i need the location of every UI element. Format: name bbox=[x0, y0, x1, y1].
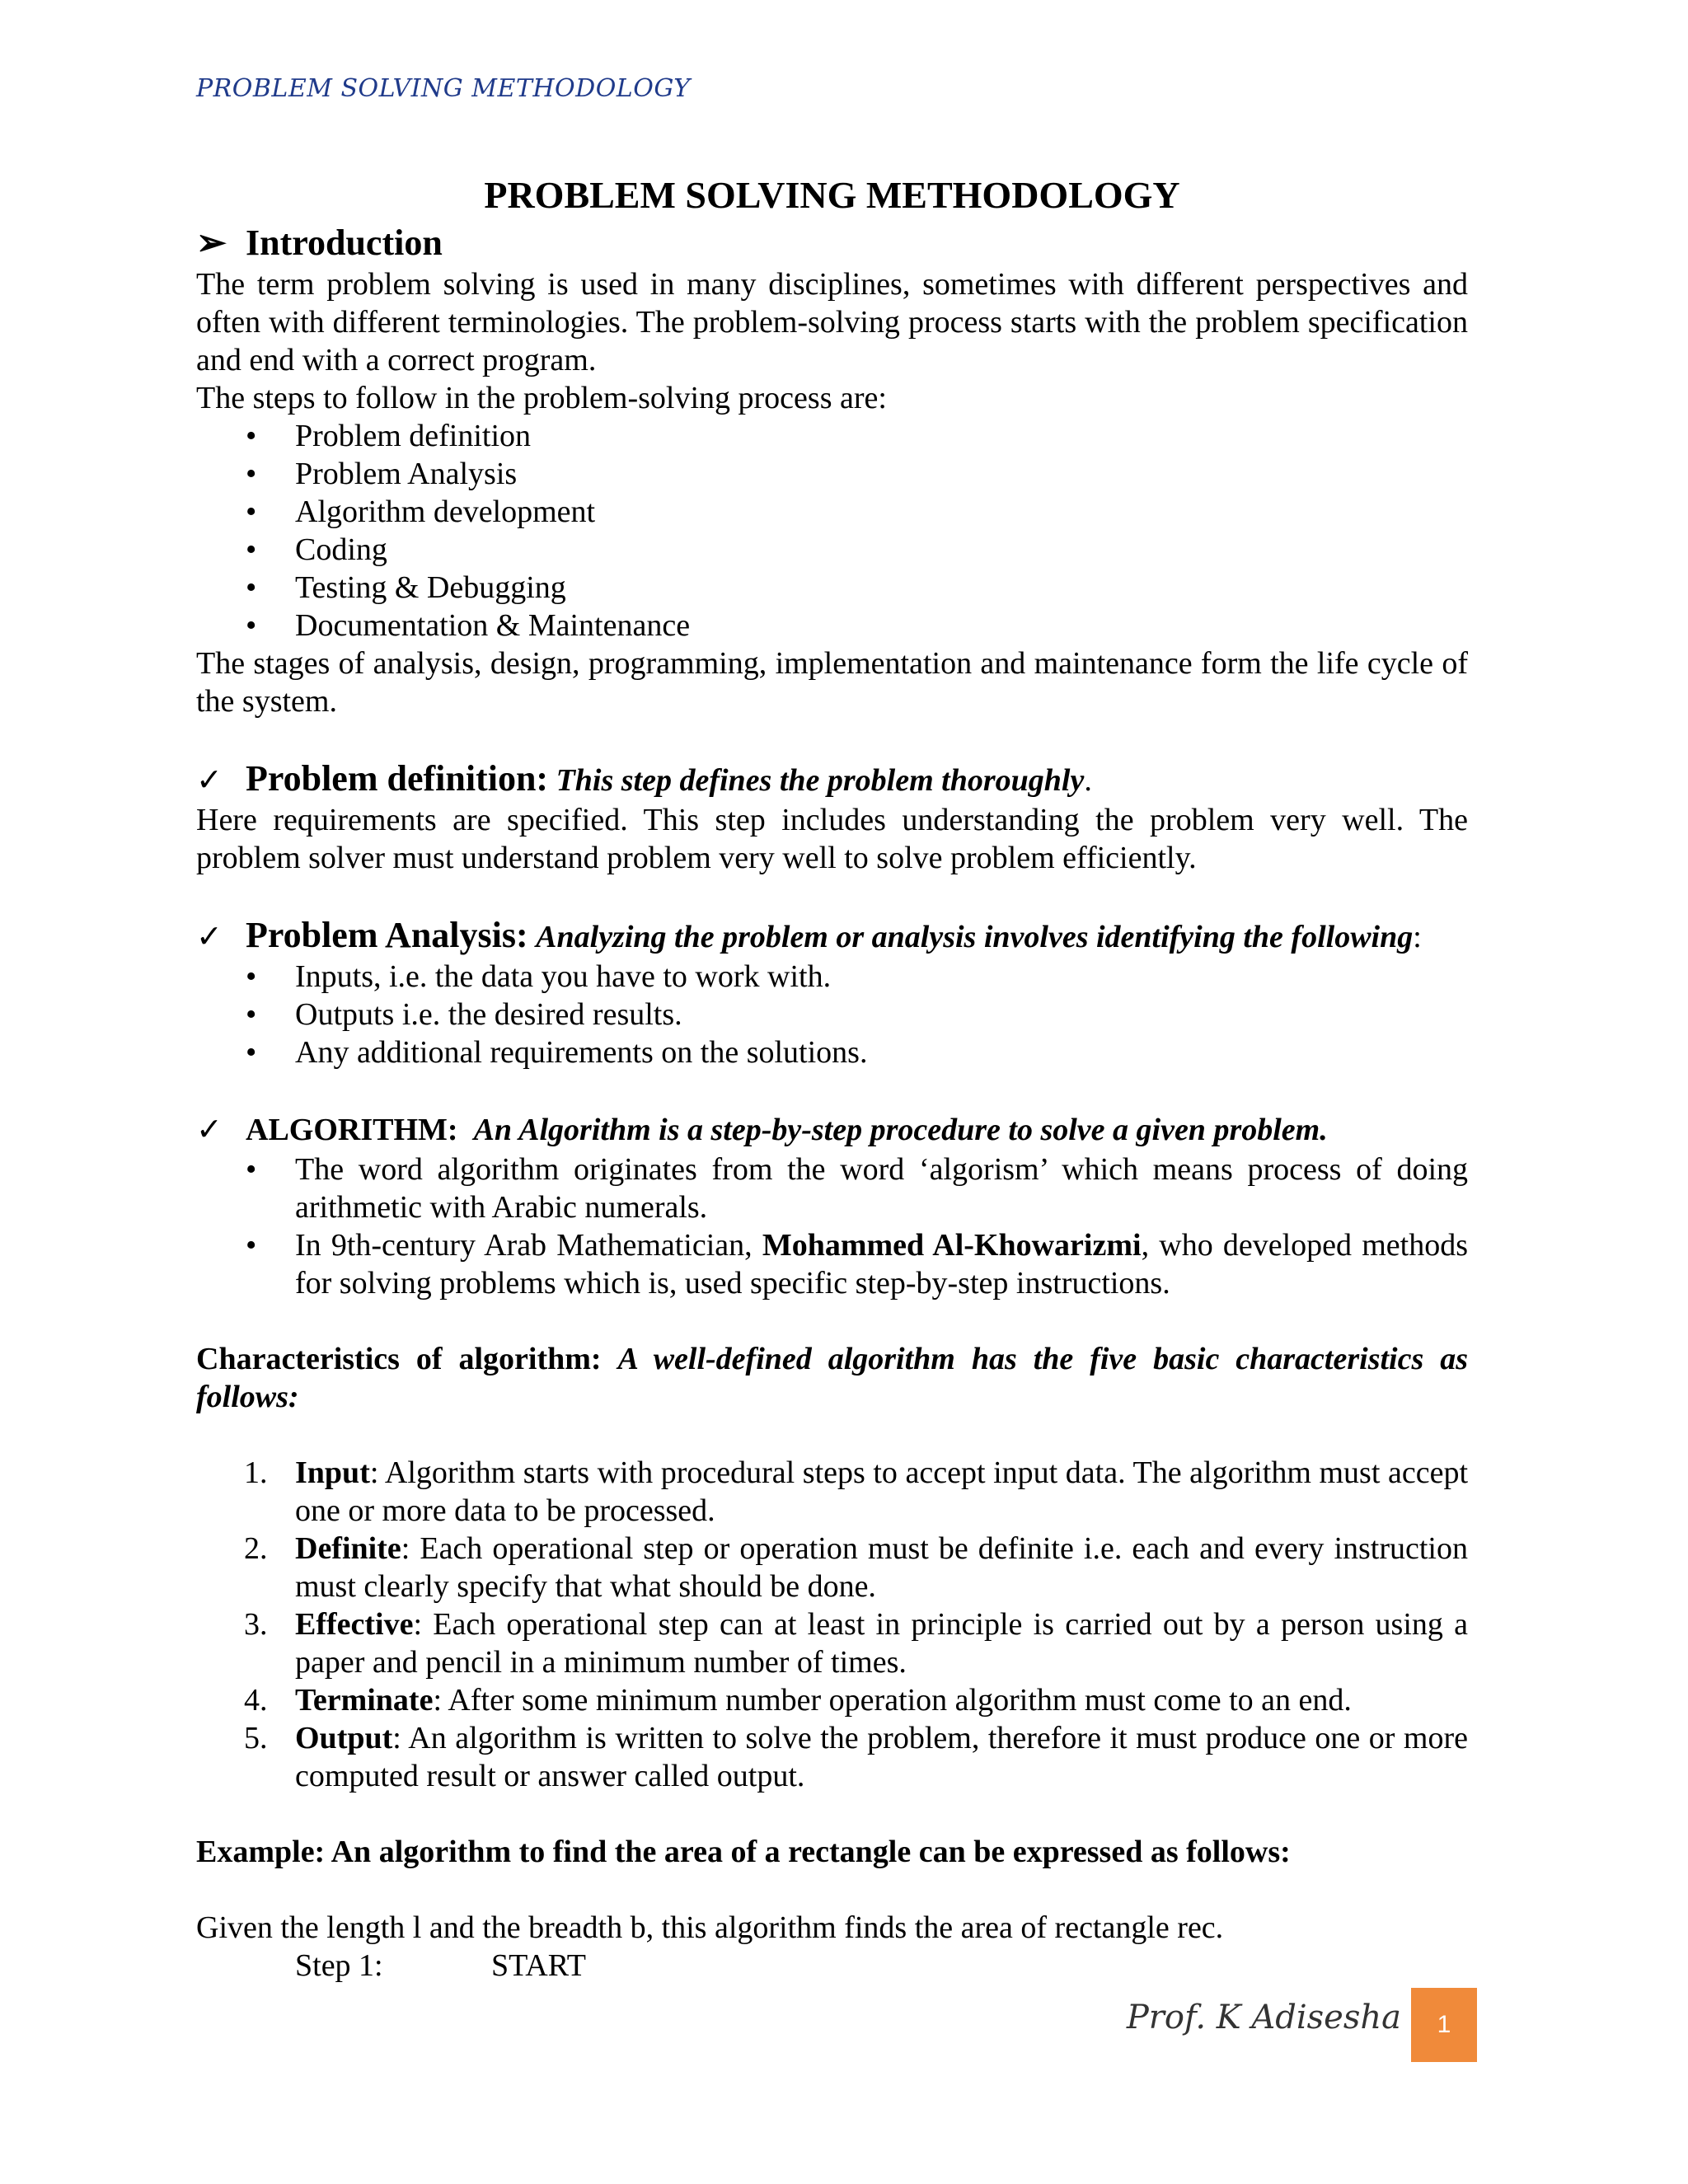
list-item: 1. Input: Algorithm starts with procedural steps to accept input data. The algorithm must accept one or more data to be processed. bbox=[244, 1455, 1468, 1528]
list-item: 3. Effective: Each operational step can at least in principle is carried out by a person using a paper and pencil in a minimum number of times. bbox=[244, 1607, 1468, 1680]
page-title: PROBLEM SOLVING METHODOLOGY bbox=[484, 174, 1180, 216]
list-item: • The word algorithm originates from the word ‘algorism’ which means process of doing arithmetic with Arabic numerals. bbox=[246, 1152, 1468, 1225]
list-item: • In 9th-century Arab Mathematician, Mohammed Al-Khowarizmi, who developed methods for solving problems which is, used specific step-by-step instructions. bbox=[246, 1228, 1468, 1301]
problem-analysis-heading: ✓ Problem Analysis: Analyzing the problem or analysis involves identifying the following: bbox=[196, 915, 1468, 958]
list-item: • Any additional requirements on the solutions. bbox=[246, 1035, 868, 1070]
intro-paragraph-1: The term problem solving is used in many disciplines, sometimes with different perspectives and often with different terminologies. The problem-solving process starts with the problem specification and end with a correct program. bbox=[196, 267, 1468, 377]
bullet-icon: • bbox=[246, 457, 257, 491]
introduction-heading-text: Introduction bbox=[246, 223, 443, 263]
process-steps-list bbox=[196, 417, 1468, 644]
list-item: • Documentation & Maintenance bbox=[246, 608, 691, 643]
problem-analysis-section bbox=[196, 915, 1468, 1071]
bullet-icon: • bbox=[246, 997, 257, 1032]
list-item: • Problem definition bbox=[246, 419, 532, 453]
running-header: PROBLEM SOLVING METHODOLOGY bbox=[196, 74, 691, 103]
bullet-icon: • bbox=[246, 1035, 257, 1070]
problem-definition-heading: ✓ Problem definition: This step defines the problem thoroughly. bbox=[196, 758, 1468, 801]
algorithm-list bbox=[196, 1151, 1468, 1302]
footer-author: Prof. K Adisesha bbox=[1126, 1999, 1401, 2036]
introduction-heading bbox=[196, 221, 1468, 265]
bullet-icon: • bbox=[246, 608, 257, 643]
bullet-icon: • bbox=[246, 494, 257, 529]
checkmark-icon: ✓ bbox=[196, 920, 223, 954]
example-heading: Example: An algorithm to find the area of a rectangle can be expressed as follows: bbox=[196, 1835, 1291, 1869]
intro-paragraph-2: The steps to follow in the problem-solving process are: bbox=[196, 381, 887, 415]
intro-paragraph-3: The stages of analysis, design, programming, implementation and maintenance form the life cycle of the system. bbox=[196, 646, 1468, 719]
page-number-badge: 1 bbox=[1411, 1988, 1477, 2062]
bullet-icon: • bbox=[246, 1228, 257, 1263]
analysis-list bbox=[196, 958, 1468, 1071]
list-item: 2. Definite: Each operational step or operation must be definite i.e. each and every instruction must clearly specify that what should be done. bbox=[244, 1531, 1468, 1604]
algorithm-section bbox=[196, 1109, 1468, 1302]
example-step-1: Step 1: START bbox=[295, 1948, 587, 1983]
checkmark-icon: ✓ bbox=[196, 763, 223, 798]
document-body bbox=[196, 171, 1468, 1985]
bullet-icon: • bbox=[246, 570, 257, 605]
list-item: 4. Terminate: After some minimum number operation algorithm must come to an end. bbox=[244, 1683, 1352, 1718]
list-item: 5. Output: An algorithm is written to solve the problem, therefore it must produce one or more computed result or answer called output. bbox=[244, 1721, 1468, 1793]
bullet-icon: • bbox=[246, 1152, 257, 1187]
list-item: • Inputs, i.e. the data you have to work with. bbox=[246, 959, 832, 994]
list-item: • Outputs i.e. the desired results. bbox=[246, 997, 682, 1032]
characteristics-heading: Characteristics of algorithm: A well-defined algorithm has the five basic characteristics as follows: bbox=[196, 1342, 1468, 1414]
example-given: Given the length l and the breadth b, this algorithm finds the area of rectangle rec. bbox=[196, 1910, 1224, 1945]
list-item: • Algorithm development bbox=[246, 494, 596, 529]
characteristics-section bbox=[196, 1340, 1468, 1795]
problem-definition-section bbox=[196, 758, 1468, 877]
checkmark-icon: ✓ bbox=[196, 1113, 223, 1147]
characteristics-list bbox=[196, 1454, 1468, 1795]
bullet-icon: • bbox=[246, 419, 257, 453]
bullet-icon: • bbox=[246, 532, 257, 567]
problem-definition-text: Here requirements are specified. This step includes understanding the problem very well. The problem solver must understand problem very well to solve problem efficiently. bbox=[196, 803, 1468, 875]
arrow-bullet-icon: ➢ bbox=[196, 223, 227, 263]
example-section bbox=[196, 1833, 1468, 1985]
list-item: • Problem Analysis bbox=[246, 457, 518, 491]
list-item: • Testing & Debugging bbox=[246, 570, 566, 605]
algorithm-heading: ✓ ALGORITHM: An Algorithm is a step-by-step procedure to solve a given problem. bbox=[196, 1109, 1468, 1151]
bullet-icon: • bbox=[246, 959, 257, 994]
list-item: • Coding bbox=[246, 532, 387, 567]
